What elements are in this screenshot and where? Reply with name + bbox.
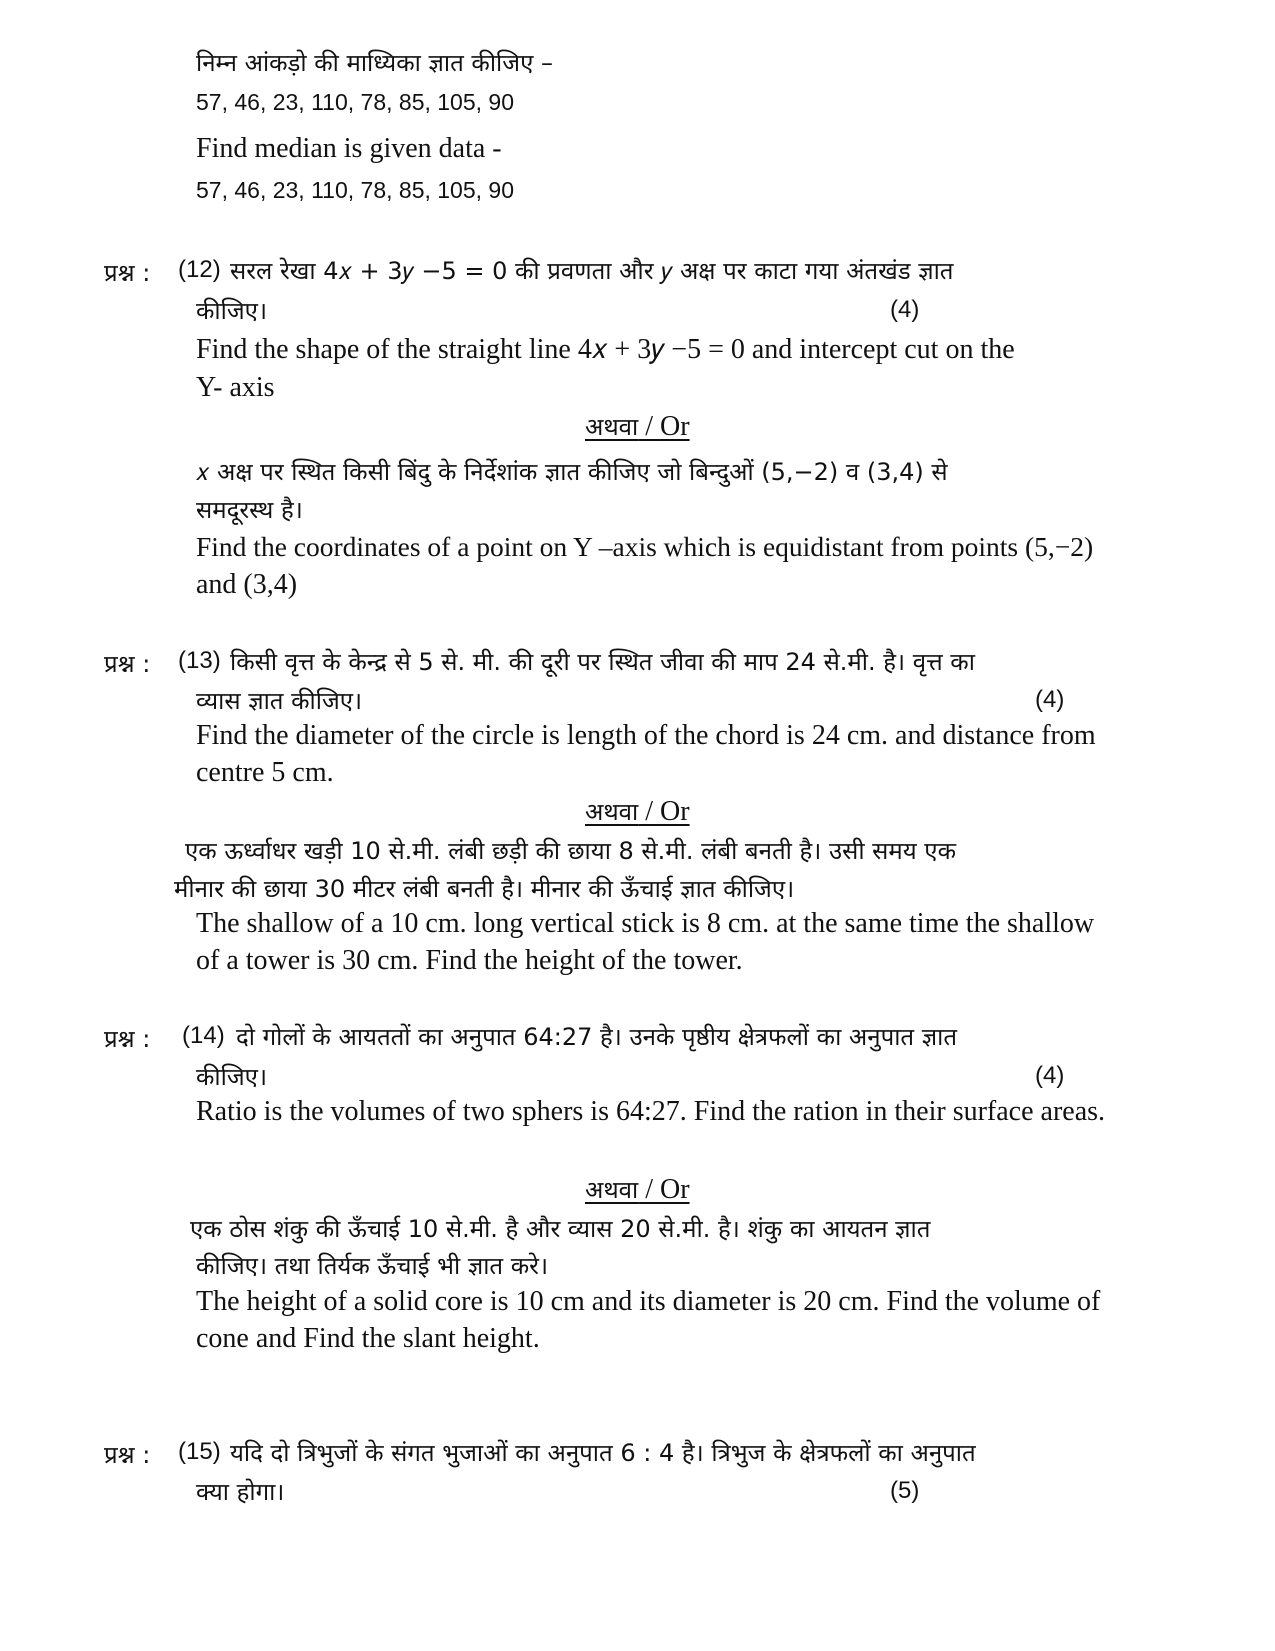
question-text-hindi-cont: क्या होगा। xyxy=(196,1478,285,1506)
alternate-text-hindi-cont: कीजिए। तथा तिर्यक ऊँचाई भी ज्ञात करे। xyxy=(196,1252,549,1280)
median-question-english: Find median is given data - xyxy=(196,133,502,164)
or-hindi: अथवा xyxy=(585,798,639,826)
question-label: प्रश्न : xyxy=(104,1441,151,1469)
median-data-hindi: 57, 46, 23, 110, 78, 85, 105, 90 xyxy=(196,89,515,115)
alternate-text-hindi: 𝑥 अक्ष पर स्थित किसी बिंदु के निर्देशांक ज्ञात कीजिए जो बिन्दुओं (5,−2) व (3,4) से xyxy=(196,458,948,486)
or-separator: / xyxy=(638,411,661,442)
question-text-english: Ratio is the volumes of two sphers is 64:27. Find the ration in their surface areas. xyxy=(196,1096,1106,1127)
question-text-english-cont: centre 5 cm. xyxy=(196,757,334,788)
alternate-text-hindi: एक ठोस शंकु की ऊँचाई 10 से.मी. है और व्यास 20 से.मी. है। शंकु का आयतन ज्ञात xyxy=(190,1215,931,1243)
question-number: (12) xyxy=(178,256,221,283)
marks: (4) xyxy=(1035,686,1065,713)
question-number: (14) xyxy=(182,1022,225,1049)
alternate-text-hindi-cont: मीनार की छाया 30 मीटर लंबी बनती है। मीनार की ऊँचाई ज्ञात कीजिए। xyxy=(174,875,795,903)
question-text-english: Find the shape of the straight line 4𝑥 + 3𝑦 −5 = 0 and intercept cut on the xyxy=(196,334,1015,365)
alternate-text-english-cont: and (3,4) xyxy=(196,569,298,600)
or-divider xyxy=(585,410,690,443)
or-separator: / xyxy=(638,796,661,827)
or-english: Or xyxy=(660,1174,690,1205)
or-english: Or xyxy=(660,796,690,827)
marks: (5) xyxy=(890,1477,920,1504)
question-text-hindi-cont: कीजिए। xyxy=(196,297,268,325)
question-number: (15) xyxy=(178,1438,221,1465)
question-label: प्रश्न : xyxy=(104,259,151,287)
question-text-hindi: सरल रेखा 4𝑥 + 3𝑦 −5 = 0 की प्रवणता और 𝑦 अक्ष पर काटा गया अंतखंड ज्ञात xyxy=(230,257,954,285)
alternate-text-hindi-cont: समदूरस्थ है। xyxy=(196,496,303,524)
question-text-hindi-cont: व्यास ज्ञात कीजिए। xyxy=(196,687,363,715)
median-question-hindi: निम्न आंकड़ो की माध्यिका ज्ञात कीजिए – xyxy=(196,49,553,77)
question-number: (13) xyxy=(178,647,221,674)
question-text-hindi: दो गोलों के आयततों का अनुपात 64:27 है। उनके पृष्ठीय क्षेत्रफलों का अनुपात ज्ञात xyxy=(236,1023,958,1051)
question-text-english: Find the diameter of the circle is length of the chord is 24 cm. and distance from xyxy=(196,720,1096,751)
marks: (4) xyxy=(890,296,920,323)
question-label: प्रश्न : xyxy=(104,650,151,678)
or-hindi: अथवा xyxy=(585,413,639,441)
question-text-english-cont: Y- axis xyxy=(196,372,275,403)
alternate-text-english-cont: cone and Find the slant height. xyxy=(196,1323,540,1354)
or-hindi: अथवा xyxy=(585,1176,639,1204)
alternate-text-english-cont: of a tower is 30 cm. Find the height of the tower. xyxy=(196,945,743,976)
question-text-hindi: किसी वृत्त के केन्द्र से 5 से. मी. की दूरी पर स्थित जीवा की माप 24 से.मी. है। वृत्त का xyxy=(230,648,975,676)
or-divider xyxy=(585,1173,690,1206)
alternate-text-english: The shallow of a 10 cm. long vertical stick is 8 cm. at the same time the shallow xyxy=(196,908,1095,939)
alternate-text-english: Find the coordinates of a point on Y –axis which is equidistant from points (5,−2) xyxy=(196,531,1094,562)
marks: (4) xyxy=(1035,1062,1065,1089)
or-english: Or xyxy=(660,411,690,442)
question-text-hindi: यदि दो त्रिभुजों के संगत भुजाओं का अनुपात 6 : 4 है। त्रिभुज के क्षेत्रफलों का अनुपात xyxy=(230,1439,976,1467)
alternate-text-hindi: एक ऊर्ध्वाधर खड़ी 10 से.मी. लंबी छड़ी की छाया 8 से.मी. लंबी बनती है। उसी समय एक xyxy=(185,837,957,865)
question-text-hindi-cont: कीजिए। xyxy=(196,1063,268,1091)
question-label: प्रश्न : xyxy=(104,1025,151,1053)
median-data-english: 57, 46, 23, 110, 78, 85, 105, 90 xyxy=(196,177,515,203)
or-separator: / xyxy=(638,1174,661,1205)
alternate-text-english: The height of a solid core is 10 cm and its diameter is 20 cm. Find the volume of xyxy=(196,1286,1101,1317)
or-divider xyxy=(585,795,690,828)
